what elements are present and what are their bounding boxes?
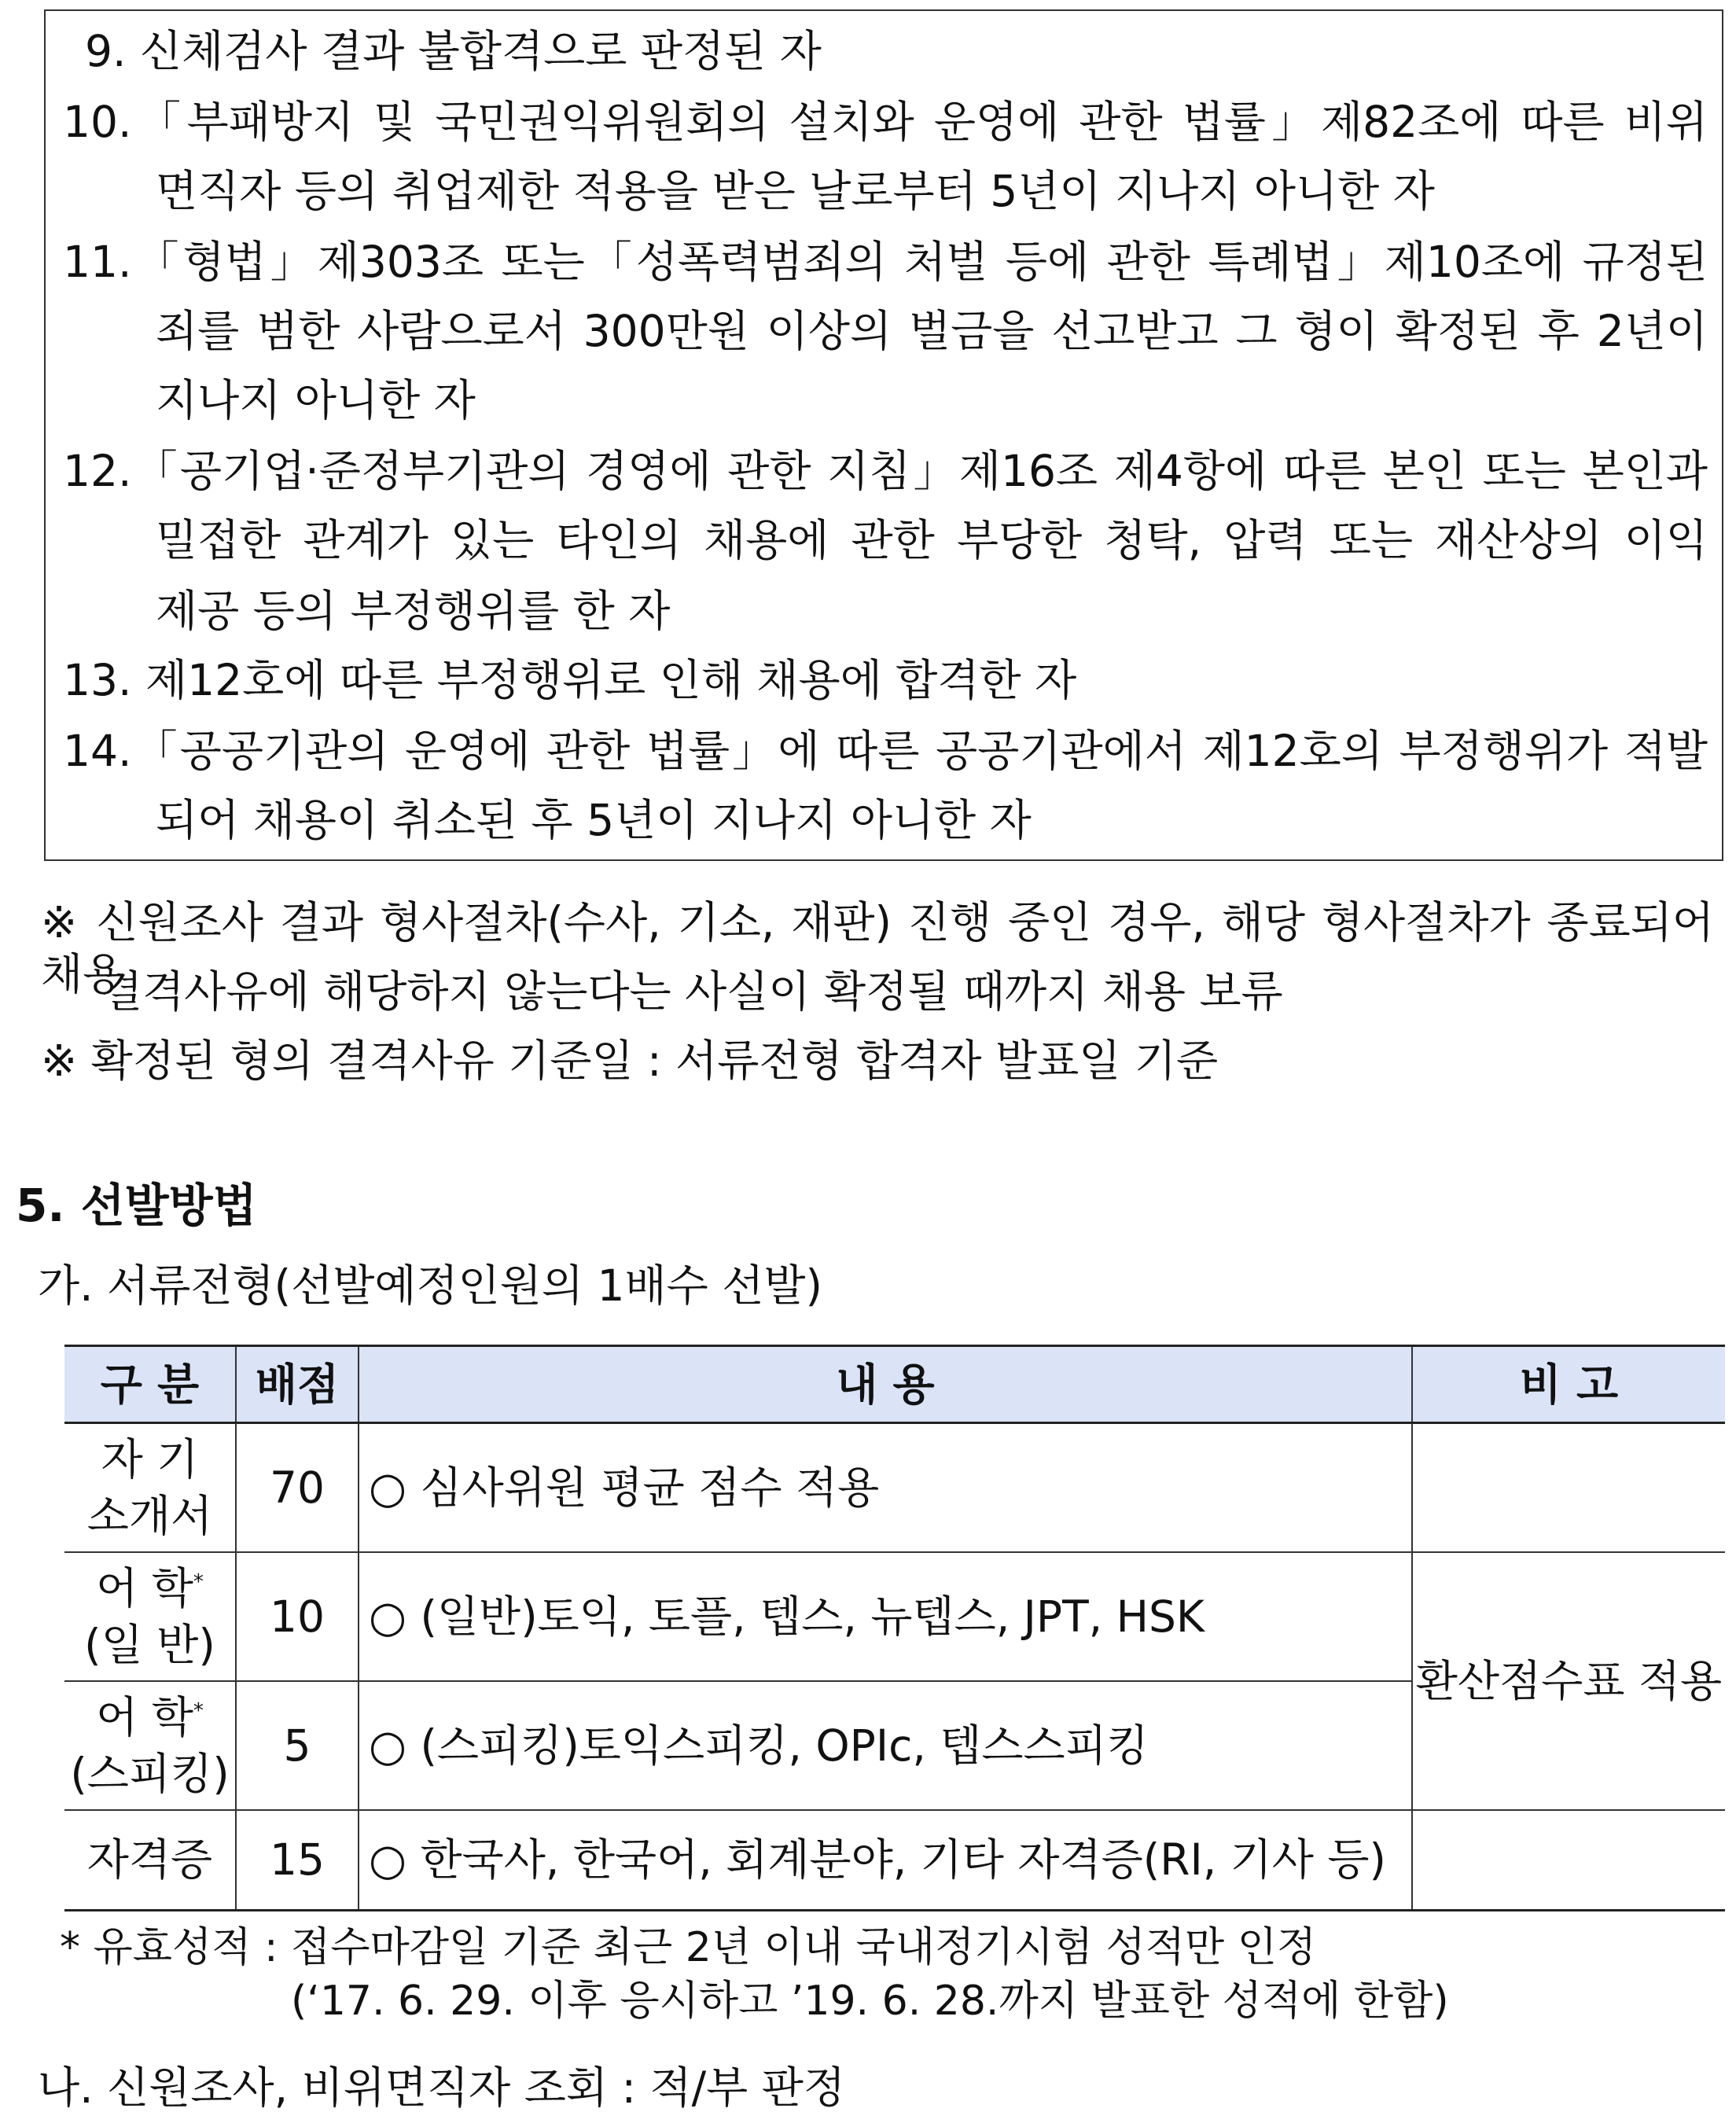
note-1-line1: ※ 신원조사 결과 형사절차(수사, 기소, 재판) 진행 중인 경우, 해당 형사절차가 종료되어 채용 (41, 897, 1714, 999)
row-score: 10 (236, 1552, 359, 1681)
item-14-line2: 되어 채용이 취소된 후 5년이 지나지 아니한 자 (156, 795, 1032, 845)
item-11-line1: 11.「형법」제303조 또는「성폭력범죄의 처벌 등에 관한 특례법」제10조에 규정된 (63, 237, 1708, 287)
row-note (1412, 1423, 1725, 1552)
subsection-b-title: 나. 신원조사, 비위면직자 조회 : 적/부 판정 (38, 2062, 846, 2113)
item-12-line1: 12.「공기업·준정부기관의 경영에 관한 지침」제16조 제4항에 따른 본인 또는 본인과 (63, 446, 1708, 496)
row-score: 5 (236, 1681, 359, 1810)
header-category: 구 분 (64, 1346, 236, 1423)
footnote-line2: (‘17. 6. 29. 이후 응시하고 ’19. 6. 28.까지 발표한 성적에 한함) (291, 1978, 1449, 2025)
table-row (64, 1810, 1725, 1911)
row-category: 어 학* (일 반) (64, 1552, 236, 1681)
row-note-merged: 환산점수표 적용 (1412, 1552, 1725, 1810)
footnote-line1: * 유효성적 : 접수마감일 기준 최근 2년 이내 국내정기시험 성적만 인정 (60, 1924, 1317, 1971)
table-row (64, 1552, 1725, 1681)
row-content: ○ (일반)토익, 토플, 텝스, 뉴텝스, JPT, HSK (359, 1552, 1412, 1681)
item-11-line2: 죄를 범한 사람으로서 300만원 이상의 벌금을 선고받고 그 형이 확정된 후 2년이 (156, 306, 1708, 356)
item-12-line3: 제공 등의 부정행위를 한 자 (156, 586, 671, 636)
table-header-row (64, 1346, 1725, 1423)
item-9: 9. 신체검사 결과 불합격으로 판정된 자 (85, 26, 822, 76)
row-content: ○ 한국사, 한국어, 회계분야, 기타 자격증(RI, 기사 등) (359, 1810, 1412, 1911)
subsection-a-title: 가. 서류전형(선발예정인원의 1배수 선발) (38, 1260, 822, 1311)
item-14-line1: 14.「공공기관의 운영에 관한 법률」에 따른 공공기관에서 제12호의 부정행위가 적발 (63, 726, 1708, 776)
header-content: 내 용 (359, 1346, 1412, 1423)
row-category: 자 기 소개서 (64, 1423, 236, 1552)
row-category: 어 학* (스피킹) (64, 1681, 236, 1810)
row-content: ○ (스피킹)토익스피킹, OPIc, 텝스스피킹 (359, 1681, 1412, 1810)
row-content: ○ 심사위원 평균 점수 적용 (359, 1423, 1412, 1552)
note-1-line2: 결격사유에 해당하지 않는다는 사실이 확정될 때까지 채용 보류 (101, 966, 1283, 1017)
header-note: 비 고 (1412, 1346, 1725, 1423)
row-category: 자격증 (64, 1810, 236, 1911)
table-row (64, 1423, 1725, 1552)
item-13: 13. 제12호에 따른 부정행위로 인해 채용에 합격한 자 (63, 655, 1077, 705)
row-score: 70 (236, 1423, 359, 1552)
row-note (1412, 1810, 1725, 1911)
item-11-line3: 지나지 아니한 자 (156, 375, 476, 425)
note-2: ※ 확정된 형의 결격사유 기준일 : 서류전형 합격자 발표일 기준 (41, 1036, 1219, 1086)
item-10-line2: 면직자 등의 취업제한 적용을 받은 날로부터 5년이 지나지 아니한 자 (156, 166, 1435, 216)
section-5-title: 5. 선발방법 (16, 1179, 257, 1232)
selection-table (64, 1345, 1725, 1911)
row-score: 15 (236, 1810, 359, 1911)
item-12-line2: 밀접한 관계가 있는 타인의 채용에 관한 부당한 청탁, 압력 또는 재산상의 이익 (156, 515, 1708, 565)
item-10-line1: 10.「부패방지 및 국민권익위원회의 설치와 운영에 관한 법률」제82조에 따른 비위 (63, 97, 1708, 147)
header-score: 배점 (236, 1346, 359, 1423)
